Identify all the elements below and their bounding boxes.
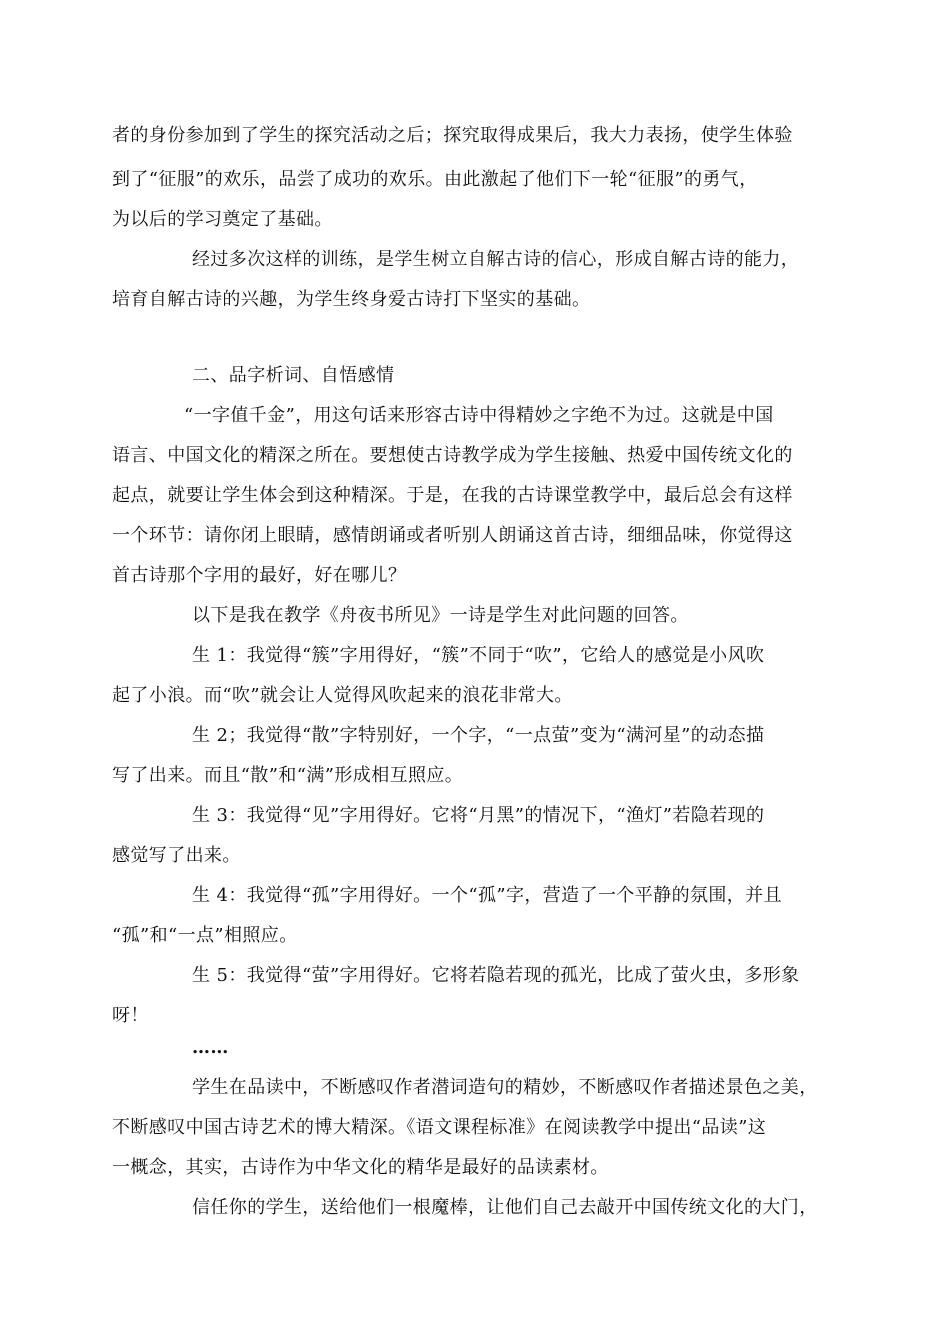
text-line: 培育自解古诗的兴趣，为学生终身爱古诗打下坚实的基础。 — [112, 289, 591, 310]
text-line: 到了“征服”的欢乐，品尝了成功的欢乐。由此激起了他们下一轮“征服”的勇气， — [112, 169, 758, 190]
text-line: 不断感叹中国古诗艺术的博大精深。《语文课程标准》在阅读教学中提出“品读”这 — [112, 1117, 767, 1138]
student-answer-line: 起了小浪。而“吹”就会让人觉得风吹起来的浪花非常大。 — [112, 685, 573, 706]
student-answer-line: 生 1：我觉得“簇”字用得好，“簇”不同于“吹”，它给人的感觉是小风吹 — [192, 645, 765, 666]
text-line: 语言、中国文化的精深之所在。要想使古诗教学成为学生接触、热爱中国传统文化的 — [112, 445, 793, 466]
text-line: 经过多次这样的训练，是学生树立自解古诗的信心，形成自解古诗的能力， — [192, 249, 800, 270]
student-answer-line: 写了出来。而且“散”和“满”形成相互照应。 — [112, 765, 464, 786]
ellipsis: …… — [192, 1037, 229, 1058]
text-line: 首古诗那个字用的最好，好在哪儿？ — [112, 565, 407, 586]
text-line: 学生在品读中，不断感叹作者潜词造句的精妙，不断感叹作者描述景色之美， — [192, 1077, 818, 1098]
text-line: 一个环节：请你闭上眼睛，感情朗诵或者听别人朗诵这首古诗，细细品味，你觉得这 — [112, 525, 793, 546]
text-line: 起点，就要让学生体会到这种精深。于是，在我的古诗课堂教学中，最后总会有这样 — [112, 485, 793, 506]
section-heading: 二、品字析词、自悟感情 — [192, 365, 395, 386]
text-line: 信任你的学生，送给他们一根魔棒，让他们自己去敲开中国传统文化的大门， — [192, 1197, 818, 1218]
student-answer-line: 呀！ — [112, 1005, 149, 1026]
text-line: 以下是我在教学《舟夜书所见》一诗是学生对此问题的回答。 — [192, 605, 689, 626]
student-answer-line: 生 2；我觉得“散”字特别好，一个字，“一点萤”变为“满河星”的动态描 — [192, 725, 765, 746]
student-answer-line: 生 3：我觉得“见”字用得好。它将“月黑”的情况下，“渔灯”若隐若现的 — [192, 805, 765, 826]
student-answer-line: 生 5：我觉得“萤”字用得好。它将若隐若现的孤光，比成了萤火虫，多形象 — [192, 965, 800, 986]
text-line: “一字值千金”，用这句话来形容古诗中得精妙之字绝不为过。这就是中国 — [184, 405, 774, 426]
student-answer-line: 感觉写了出来。 — [112, 845, 241, 866]
student-answer-line: “孤”和“一点”相照应。 — [112, 925, 298, 946]
text-line: 者的身份参加到了学生的探究活动之后；探究取得成果后，我大力表扬，使学生体验 — [112, 125, 793, 146]
text-line: 一概念，其实，古诗作为中华文化的精华是最好的品读素材。 — [112, 1157, 609, 1178]
text-line: 为以后的学习奠定了基础。 — [112, 209, 333, 230]
student-answer-line: 生 4：我觉得“孤”字用得好。一个“孤”字，营造了一个平静的氛围，并且 — [192, 885, 782, 906]
